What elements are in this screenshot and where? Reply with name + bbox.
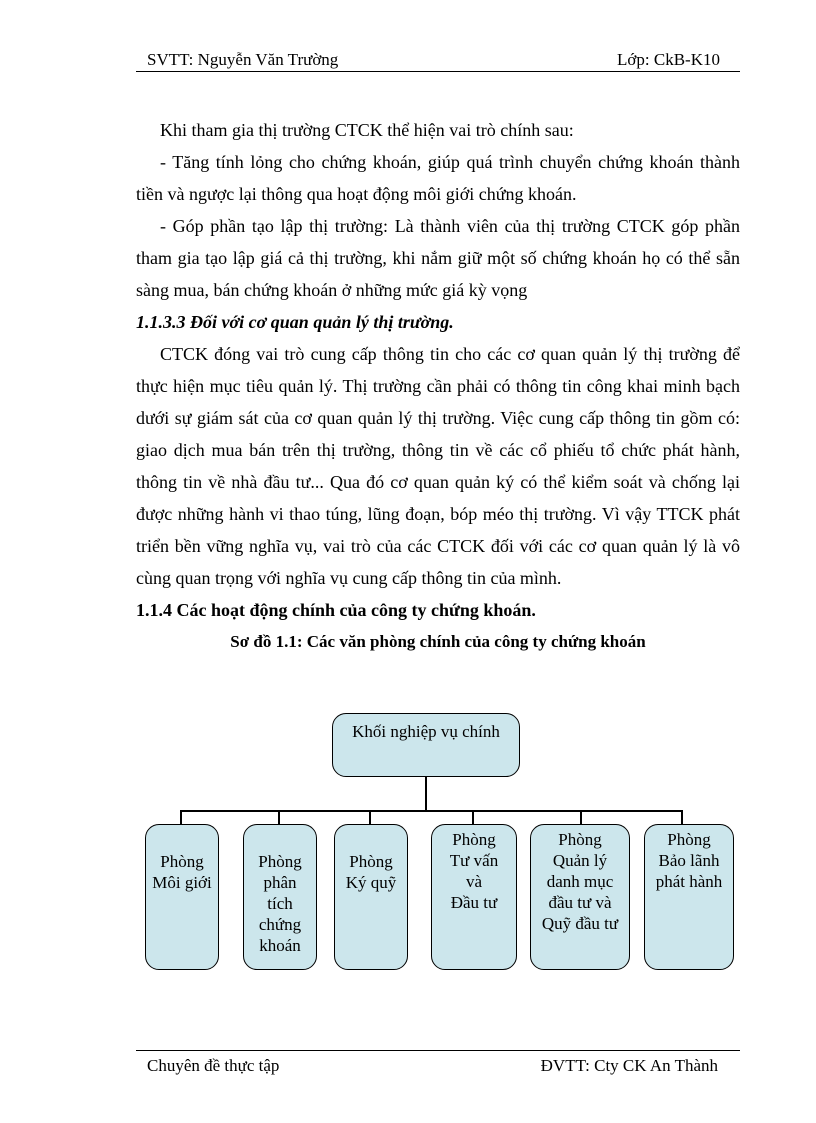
dept-box-analysis bbox=[243, 824, 317, 970]
connector-bus bbox=[180, 810, 682, 812]
dept-line: và bbox=[465, 872, 483, 891]
dept-line: Phòng bbox=[558, 830, 602, 849]
header-author: SVTT: Nguyễn Văn Trường bbox=[147, 50, 339, 69]
paragraph-market-making: - Góp phần tạo lập thị trường: Là thành viên của thị trường CTCK góp phần tham gia tạo lập giá cả thị trường, khi nắm giữ một số chứng khoán họ có thể sẵn sàng mua, bán chứng khoán ở những mức giá kỳ vọng bbox=[136, 216, 740, 300]
dept-line: Đầu tư bbox=[450, 893, 498, 912]
dept-box-margin bbox=[334, 824, 408, 970]
footer-report-type: Chuyên đề thực tập bbox=[147, 1056, 280, 1075]
footer-internship-unit: ĐVTT: Cty CK An Thành bbox=[540, 1056, 718, 1075]
dept-line: tích bbox=[267, 894, 293, 913]
dept-line: đầu tư và bbox=[548, 893, 612, 912]
dept-line: chứng bbox=[258, 915, 302, 934]
connector-dept-3 bbox=[369, 810, 371, 824]
connector-dept-2 bbox=[278, 810, 280, 824]
dept-box-portfolio bbox=[530, 824, 630, 970]
header-class: Lớp: CkB-K10 bbox=[617, 50, 720, 69]
paragraph-intro: Khi tham gia thị trường CTCK thể hiện vai trò chính sau: bbox=[160, 120, 574, 140]
dept-line: Quỹ đầu tư bbox=[541, 914, 619, 933]
dept-line: khoán bbox=[259, 936, 301, 955]
heading-1-1-3-3: 1.1.3.3 Đối với cơ quan quản lý thị trường. bbox=[136, 312, 454, 332]
dept-line: Phòng bbox=[349, 852, 393, 871]
dept-line: Phòng bbox=[667, 830, 711, 849]
connector-dept-6 bbox=[681, 810, 683, 824]
footer-divider bbox=[136, 1050, 740, 1051]
dept-line: Phòng bbox=[452, 830, 496, 849]
header-divider bbox=[136, 71, 740, 72]
paragraph-regulator-role: CTCK đóng vai trò cung cấp thông tin cho các cơ quan quản lý thị trường để thực hiện mục tiêu quản lý. Thị trường cần phải có thông tin công khai minh bạch dưới sự giám sát của cơ quan quản lý thị trường. Việc cung cấp thông tin gồm có: giao dịch mua bán trên thị trường, thông tin về các cổ phiếu tổ chức phát hành, thông tin về nhà đầu tư... Qua đó cơ quan quản ký có thể kiểm soát và chống lại được những hành vi thao túng, lũng đoạn, bóp méo thị trường. Vì vậy TTCK phát triển bền vững nghĩa vụ, vai trò của các CTCK đối với các cơ quan quản lý là vô cùng quan trọng với nghĩa vụ cung cấp thông tin của mình. bbox=[136, 344, 740, 588]
dept-line: Tư vấn bbox=[449, 851, 499, 870]
dept-box-underwriting bbox=[644, 824, 734, 970]
page-body bbox=[136, 114, 740, 658]
dept-line: Quản lý bbox=[552, 851, 608, 870]
dept-line: Bảo lãnh bbox=[658, 851, 720, 870]
root-box bbox=[332, 713, 520, 777]
heading-1-1-4: 1.1.4 Các hoạt động chính của công ty chứng khoán. bbox=[136, 600, 536, 620]
dept-line: danh mục bbox=[546, 872, 614, 891]
root-label: Khối nghiệp vụ chính bbox=[352, 722, 500, 741]
dept-line: phân bbox=[263, 873, 297, 892]
dept-box-brokerage bbox=[145, 824, 219, 970]
paragraph-liquidity: - Tăng tính lỏng cho chứng khoán, giúp quá trình chuyển chứng khoán thành tiền và ngược lại thông qua hoạt động môi giới chứng khoán. bbox=[136, 152, 740, 204]
dept-line: phát hành bbox=[655, 872, 723, 891]
connector-root bbox=[425, 777, 427, 811]
connector-dept-1 bbox=[180, 810, 182, 824]
dept-line: Phòng bbox=[258, 852, 302, 871]
diagram-caption: Sơ đồ 1.1: Các văn phòng chính của công ty chứng khoán bbox=[230, 632, 646, 651]
connector-dept-4 bbox=[472, 810, 474, 824]
dept-line: Phòng bbox=[160, 852, 204, 871]
connector-dept-5 bbox=[580, 810, 582, 824]
dept-box-advisory bbox=[431, 824, 517, 970]
dept-line: Ký quỹ bbox=[345, 873, 397, 892]
dept-line: Môi giới bbox=[152, 873, 212, 892]
